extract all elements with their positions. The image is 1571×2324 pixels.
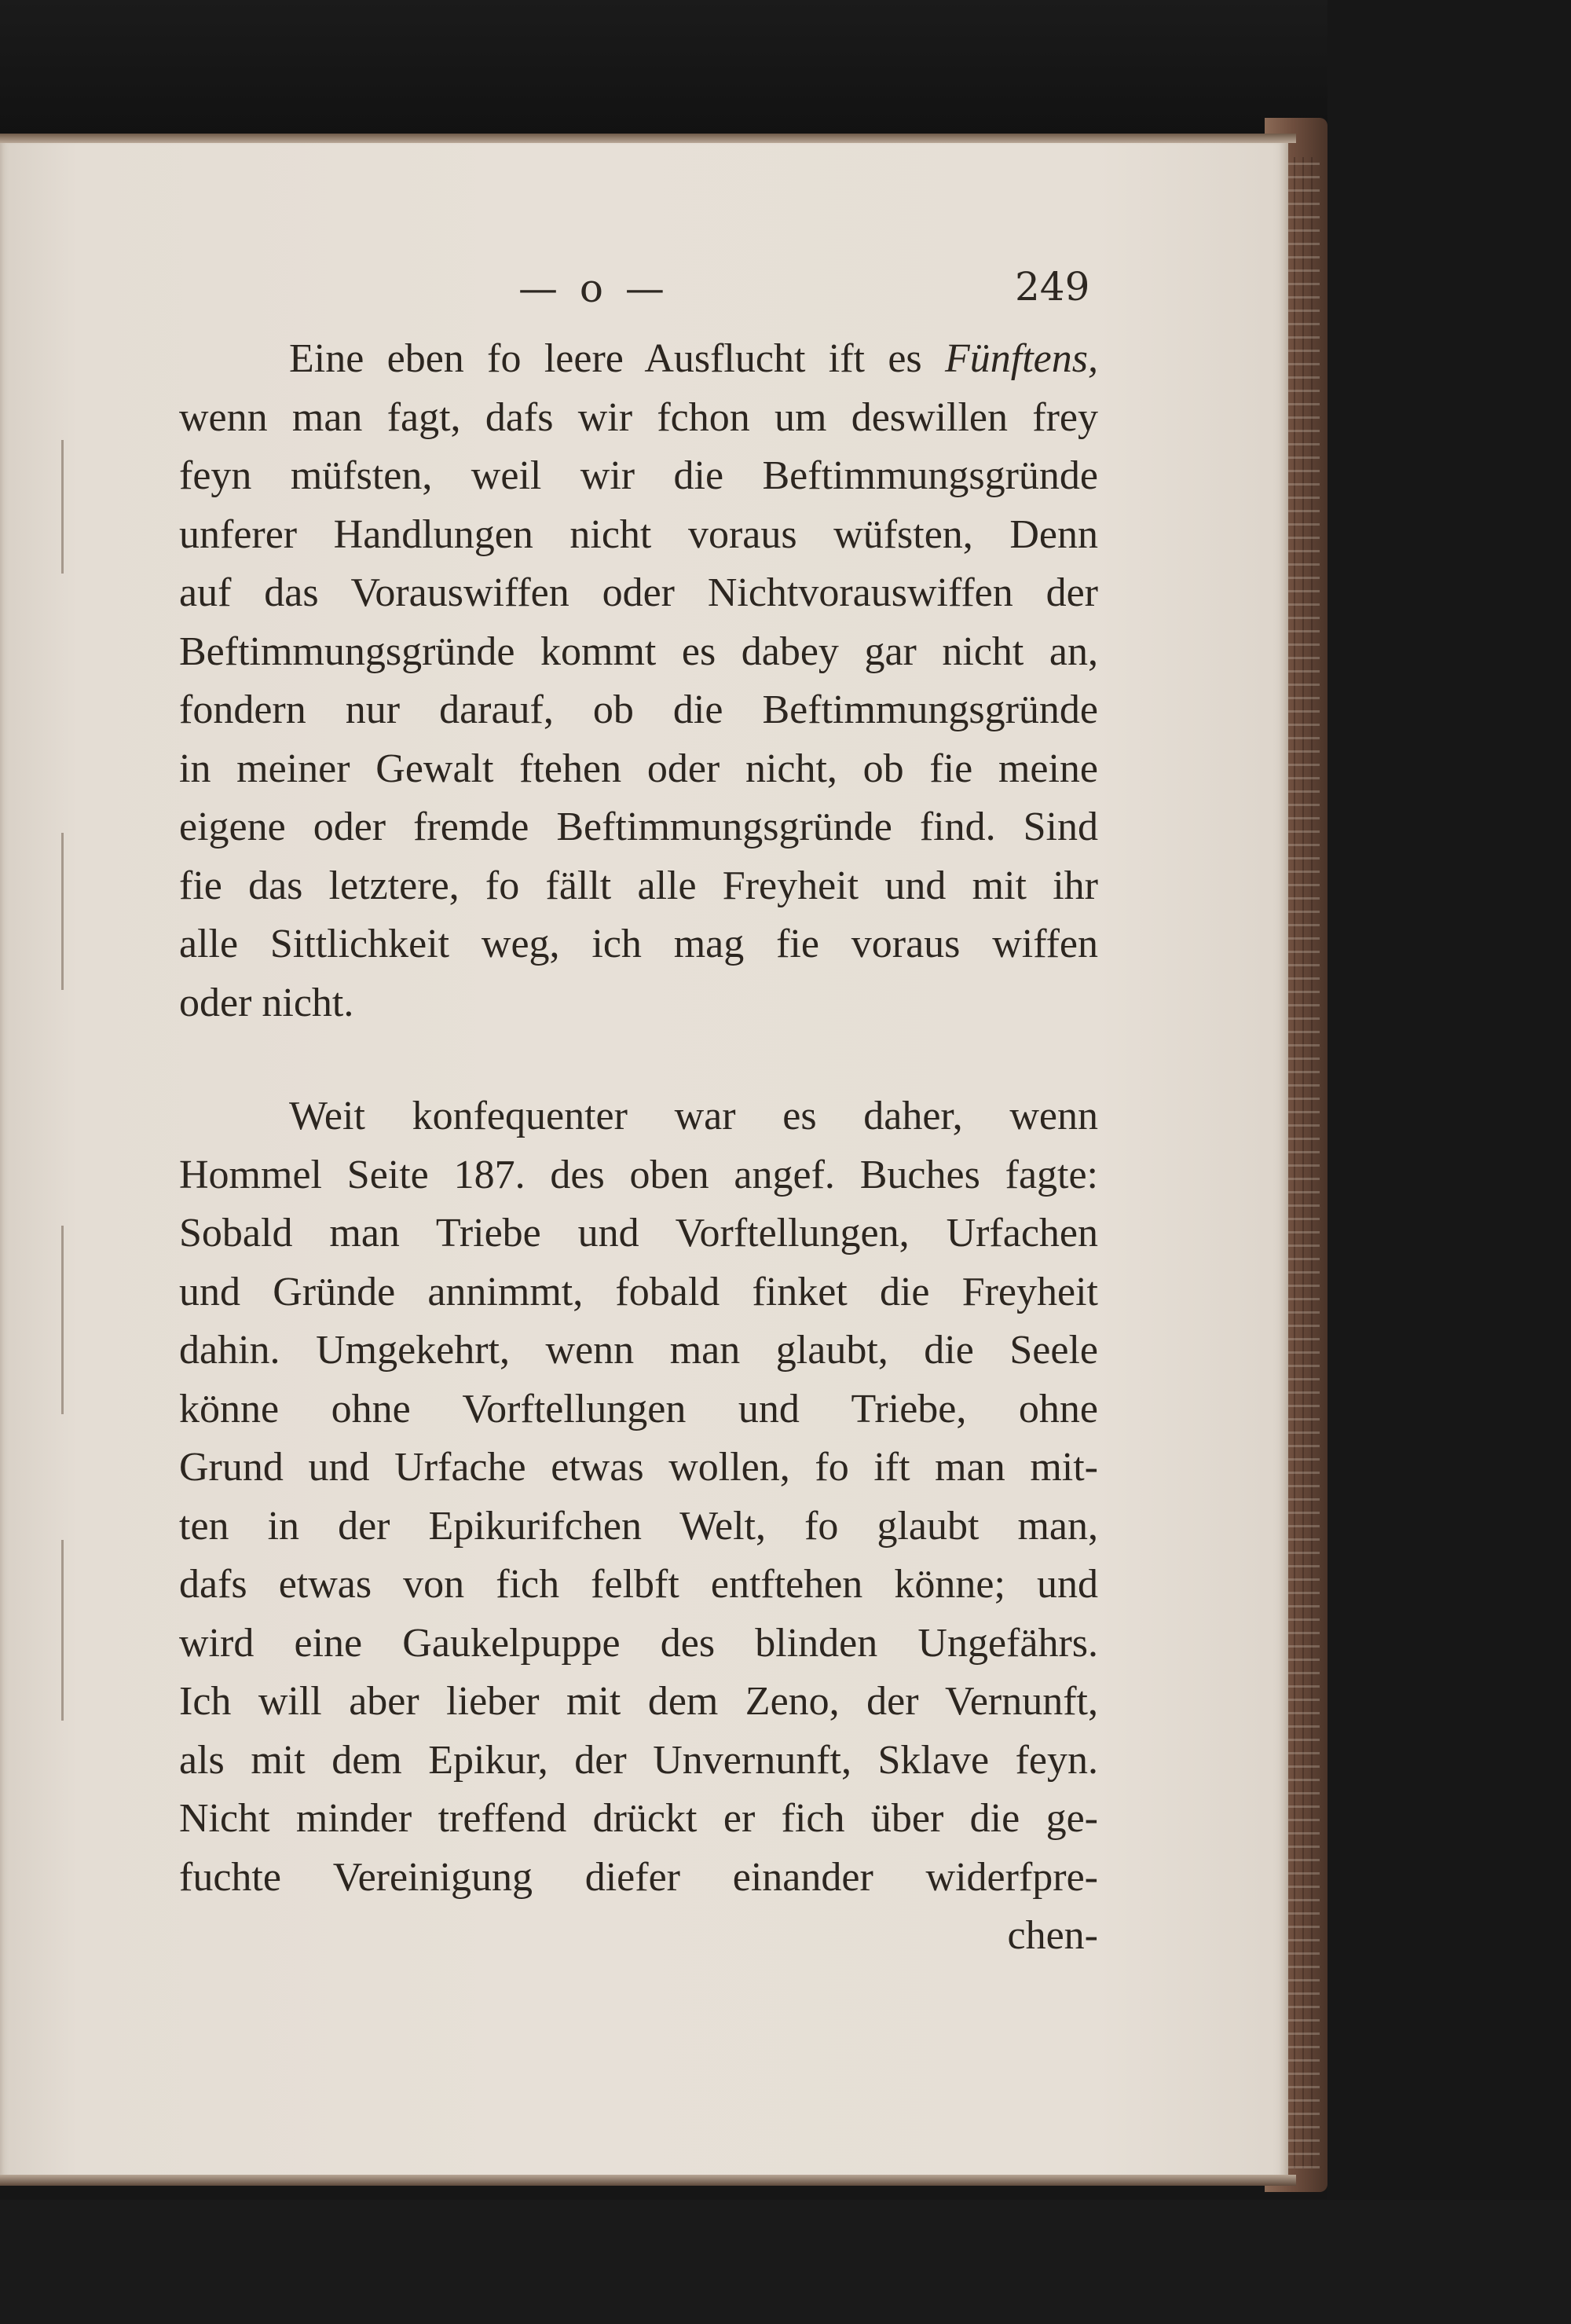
page-number: 249 bbox=[1015, 264, 1090, 310]
text-line: und Gründe annimmt, fobald finket die Freyheit bbox=[179, 1269, 1098, 1314]
text-line: Hommel Seite 187. des oben angef. Buches fagte: bbox=[179, 1152, 1098, 1197]
catchword: chen- bbox=[1007, 1913, 1098, 1958]
paragraph bbox=[179, 1087, 1098, 1907]
text-line: fie das letztere, fo fällt alle Freyheit und mit ihr bbox=[179, 863, 1098, 908]
gutter-mark bbox=[61, 440, 64, 574]
text-line: Weit konfequenter war es daher, wenn bbox=[289, 1094, 1098, 1138]
text-line: Sobald man Triebe und Vorftellungen, Urfachen bbox=[179, 1211, 1098, 1255]
header-ornament: — o — bbox=[518, 266, 669, 311]
text-line: als mit dem Epikur, der Unvernunft, Sklave feyn. bbox=[179, 1737, 1098, 1783]
text-line: dahin. Umgekehrt, wenn man glaubt, die Seele bbox=[179, 1328, 1098, 1373]
text-line: fondern nur darauf, ob die Beftimmungsgründe bbox=[179, 687, 1098, 732]
text-line: dafs etwas von fich felbft entftehen könne; und bbox=[179, 1562, 1098, 1607]
text-line: könne ohne Vorftellungen und Triebe, ohne bbox=[179, 1386, 1098, 1431]
running-header bbox=[0, 259, 1288, 314]
italic-word: Fünftens, bbox=[945, 336, 1098, 381]
scan-background-bottom bbox=[0, 2200, 1571, 2324]
text-line bbox=[179, 330, 1098, 389]
text-line: Beftimmungsgründe kommt es dabey gar nicht an, bbox=[179, 629, 1098, 674]
page-top-edge bbox=[0, 134, 1296, 143]
gutter-mark bbox=[61, 833, 64, 990]
paragraph-gap bbox=[179, 1032, 1098, 1087]
text-line: feyn müfsten, weil wir die Beftimmungsgründe bbox=[179, 453, 1098, 498]
text-line: Ich will aber lieber mit dem Zeno, der Vernunft, bbox=[179, 1679, 1098, 1724]
text-line: in meiner Gewalt ftehen oder nicht, ob fie meine bbox=[179, 746, 1098, 791]
gutter-mark bbox=[61, 1540, 64, 1721]
text-line: wird eine Gaukelpuppe des blinden Ungefährs. bbox=[179, 1620, 1098, 1666]
scan-background-right bbox=[1327, 0, 1571, 2324]
text-line: alle Sittlichkeit weg, ich mag fie voraus wiffen bbox=[179, 922, 1098, 966]
body-text bbox=[179, 330, 1098, 1966]
paragraph bbox=[179, 330, 1098, 1032]
text-line: Nicht minder treffend drückt er fich über die ge- bbox=[179, 1796, 1098, 1841]
gutter-mark bbox=[61, 1226, 64, 1414]
page-bottom-edge bbox=[0, 2175, 1296, 2186]
text-line: Grund und Urfache etwas wollen, fo ift man mit- bbox=[179, 1445, 1098, 1490]
text-line: wenn man fagt, dafs wir fchon um deswillen frey bbox=[179, 394, 1098, 440]
text-line: eigene oder fremde Beftimmungsgründe find. Sind bbox=[179, 805, 1098, 849]
text-line: unferer Handlungen nicht voraus wüfsten, Denn bbox=[179, 511, 1098, 557]
text-line: fuchte Vereinigung diefer einander widerfpre- bbox=[179, 1854, 1098, 1900]
text-line: oder nicht. bbox=[179, 980, 354, 1025]
text-line: ten in der Epikurifchen Welt, fo glaubt man, bbox=[179, 1503, 1098, 1549]
text-line-content: Eine eben fo leere Ausflucht ift es bbox=[289, 336, 922, 381]
text-line: auf das Vorauswiffen oder Nichtvorauswiffen der bbox=[179, 570, 1098, 615]
